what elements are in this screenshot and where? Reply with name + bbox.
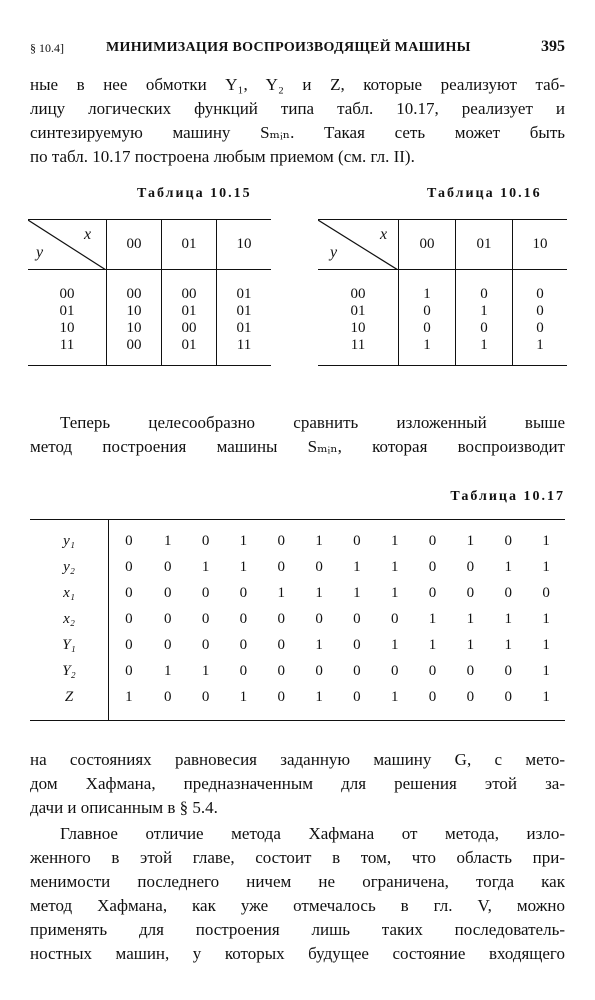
cell: 1 [390, 688, 399, 705]
cell: 0 [504, 688, 512, 705]
table-16 [318, 219, 567, 366]
cell: 0 [201, 584, 210, 601]
table-row [30, 684, 565, 710]
cell: 1 [428, 636, 437, 653]
cell: 0 [164, 688, 172, 705]
cell: 1 [428, 610, 437, 627]
cell: 0 [504, 662, 512, 679]
cell: 0 [315, 662, 323, 679]
cell: 0 [390, 610, 399, 627]
column-header: 01 [456, 220, 513, 270]
cell: 1 [456, 303, 513, 320]
cell: 0 [466, 584, 475, 601]
cell: 1 [390, 636, 399, 653]
cell: 1 [390, 532, 399, 549]
row-label: y₁ [30, 528, 109, 554]
table-row [30, 658, 565, 684]
row-label: Z [30, 684, 109, 710]
cell: 1 [466, 610, 475, 627]
paragraph-1 [30, 73, 565, 169]
table-row [30, 606, 565, 632]
cell: 0 [542, 584, 550, 601]
column-header: 00 [107, 220, 162, 270]
table-15 [28, 219, 271, 366]
cell: 0 [125, 662, 133, 679]
text-line: менимости последнего ничем не ограничена, тогда как [30, 872, 565, 891]
cell: 0 [428, 688, 437, 705]
text-line: ные в нее обмотки Y₁, Y₂ и Z, которые реализуют таб- [30, 75, 565, 94]
column-header: 10 [532, 236, 548, 252]
cell: 0 [456, 286, 513, 303]
section-ref: § 10.4] [30, 41, 64, 55]
row-label: y₂ [30, 554, 109, 580]
text-line: применять для построения лишь таких последователь- [30, 920, 565, 939]
cell: 1 [239, 688, 248, 705]
cell: 0 [353, 636, 361, 653]
cell: 0 [277, 662, 285, 679]
cell: 0 [466, 688, 475, 705]
cell: 1 [504, 610, 512, 627]
cell: 1 [315, 688, 323, 705]
cell: 1 [466, 532, 475, 549]
table-row [318, 320, 567, 337]
cell: 1 [315, 636, 323, 653]
cell: 1 [164, 532, 172, 549]
cell: 1 [399, 337, 456, 354]
cell: 0 [277, 532, 285, 549]
cell: 01 [236, 302, 252, 319]
cell: 1 [542, 636, 550, 653]
row-label: 11 [318, 337, 399, 354]
running-title: МИНИМИЗАЦИЯ ВОСПРОИЗВОДЯЩЕЙ МАШИНЫ [106, 40, 471, 55]
cell: 00 [162, 286, 217, 303]
cell: 0 [536, 319, 544, 336]
cell: 0 [428, 558, 437, 575]
cell: 11 [236, 336, 252, 353]
cell: 0 [239, 584, 248, 601]
table-16-caption: Таблица 10.16 [427, 186, 542, 201]
text-line: метод Хафмана, как уже отмечалось в гл. V, можно [30, 896, 565, 915]
cell: 1 [164, 662, 172, 679]
cell: 0 [125, 636, 133, 653]
cell: 0 [399, 303, 456, 320]
cell: 0 [315, 558, 323, 575]
cell: 00 [107, 337, 162, 354]
table-row [28, 337, 271, 354]
cell: 1 [399, 286, 456, 303]
x-label: x [84, 226, 92, 243]
cell: 1 [201, 662, 210, 679]
row-label: 00 [28, 286, 107, 303]
cell: 1 [536, 336, 544, 353]
cell: 0 [164, 610, 172, 627]
table-17-caption: Таблица 10.17 [450, 489, 565, 504]
cell: 00 [162, 320, 217, 337]
text-line: дом Хафмана, предназначенным для решения этой за- [30, 774, 565, 793]
cell: 0 [201, 610, 210, 627]
cell: 1 [542, 532, 550, 549]
cell: 0 [353, 688, 361, 705]
table-row [30, 554, 565, 580]
table-row [28, 320, 271, 337]
table-row [30, 528, 565, 554]
row-label: Y₂ [30, 658, 109, 684]
text-line: ностных машин, у которых будущее состояние входящего [30, 944, 565, 963]
cell: 0 [390, 662, 399, 679]
cell: 0 [353, 532, 361, 549]
table-15-caption: Таблица 10.15 [137, 186, 252, 201]
row-label: Y₁ [30, 632, 109, 658]
column-header: 10 [236, 236, 252, 252]
cell: 0 [239, 636, 248, 653]
cell: 1 [456, 337, 513, 354]
cell: 0 [125, 584, 133, 601]
paragraph-4 [30, 822, 565, 966]
table-row [318, 337, 567, 354]
cell: 1 [504, 636, 512, 653]
cell: 0 [504, 532, 512, 549]
paragraph-3 [30, 748, 565, 820]
table-row [28, 303, 271, 320]
cell: 0 [277, 688, 285, 705]
cell: 0 [504, 584, 512, 601]
row-label: 01 [28, 303, 107, 320]
cell: 0 [164, 584, 172, 601]
column-header: 00 [399, 220, 456, 270]
cell: 0 [456, 320, 513, 337]
row-label: 10 [28, 320, 107, 337]
row-label: x₂ [30, 606, 109, 632]
table-row [28, 286, 271, 303]
text-line: Главное отличие метода Хафмана от метода, изло- [60, 824, 565, 843]
row-label: 11 [28, 337, 107, 354]
text-line: женного в этой главе, состоит в том, что область при- [30, 848, 565, 867]
cell: 1 [239, 558, 248, 575]
cell: 1 [239, 532, 248, 549]
cell: 0 [536, 302, 544, 319]
cell: 0 [239, 610, 248, 627]
cell: 1 [542, 610, 550, 627]
cell: 01 [162, 337, 217, 354]
cell: 00 [107, 286, 162, 303]
cell: 0 [536, 285, 544, 302]
cell: 0 [466, 662, 475, 679]
cell: 0 [125, 532, 133, 549]
cell: 1 [466, 636, 475, 653]
table-row [318, 303, 567, 320]
x-label: x [380, 226, 388, 243]
text-line: синтезируемую машину Sₘᵢₙ. Такая сеть может быть [30, 123, 565, 142]
text-line: Теперь целесообразно сравнить изложенный выше [60, 413, 565, 432]
cell: 0 [428, 662, 437, 679]
cell: 1 [542, 558, 550, 575]
text-line: метод построения машины Sₘᵢₙ, которая воспроизводит [30, 437, 565, 456]
cell: 0 [164, 558, 172, 575]
cell: 1 [542, 688, 550, 705]
row-label: 00 [318, 286, 399, 303]
cell: 1 [201, 558, 210, 575]
table-row [30, 632, 565, 658]
cell: 1 [125, 688, 133, 705]
text-line: по табл. 10.17 построена любым приемом (см. гл. II). [30, 147, 415, 166]
cell: 0 [125, 610, 133, 627]
cell: 0 [466, 558, 475, 575]
cell: 1 [277, 584, 285, 601]
row-label: 01 [318, 303, 399, 320]
cell: 0 [399, 320, 456, 337]
cell: 1 [353, 584, 361, 601]
text-line: лицу логических функций типа табл. 10.17, реализует и [30, 99, 565, 118]
cell: 0 [239, 662, 248, 679]
cell: 1 [390, 558, 399, 575]
cell: 01 [236, 319, 252, 336]
cell: 1 [390, 584, 399, 601]
corner-cell [28, 220, 107, 270]
cell: 01 [236, 285, 252, 302]
cell: 0 [353, 610, 361, 627]
cell: 0 [315, 610, 323, 627]
y-label: y [330, 244, 338, 261]
cell: 0 [428, 532, 437, 549]
cell: 10 [107, 320, 162, 337]
cell: 0 [201, 636, 210, 653]
cell: 01 [162, 303, 217, 320]
cell: 1 [504, 558, 512, 575]
cell: 0 [201, 688, 210, 705]
cell: 1 [353, 558, 361, 575]
corner-cell [318, 220, 399, 270]
cell: 0 [125, 558, 133, 575]
cell: 1 [315, 584, 323, 601]
cell: 1 [542, 662, 550, 679]
text-line: дачи и описанным в § 5.4. [30, 798, 218, 817]
text-line: на состояниях равновесия заданную машину G, с мето- [30, 750, 565, 769]
cell: 1 [315, 532, 323, 549]
page-header [30, 38, 565, 58]
cell: 0 [428, 584, 437, 601]
row-label: 10 [318, 320, 399, 337]
row-label: x₁ [30, 580, 109, 606]
paragraph-2 [30, 411, 565, 459]
page-number: 395 [541, 38, 565, 55]
cell: 0 [277, 610, 285, 627]
column-header: 01 [162, 220, 217, 270]
table-17 [30, 519, 565, 721]
cell: 0 [353, 662, 361, 679]
cell: 10 [107, 303, 162, 320]
y-label: y [36, 244, 44, 261]
table-row [30, 580, 565, 606]
table-row [318, 286, 567, 303]
cell: 0 [201, 532, 210, 549]
cell: 0 [277, 636, 285, 653]
cell: 0 [164, 636, 172, 653]
cell: 0 [277, 558, 285, 575]
